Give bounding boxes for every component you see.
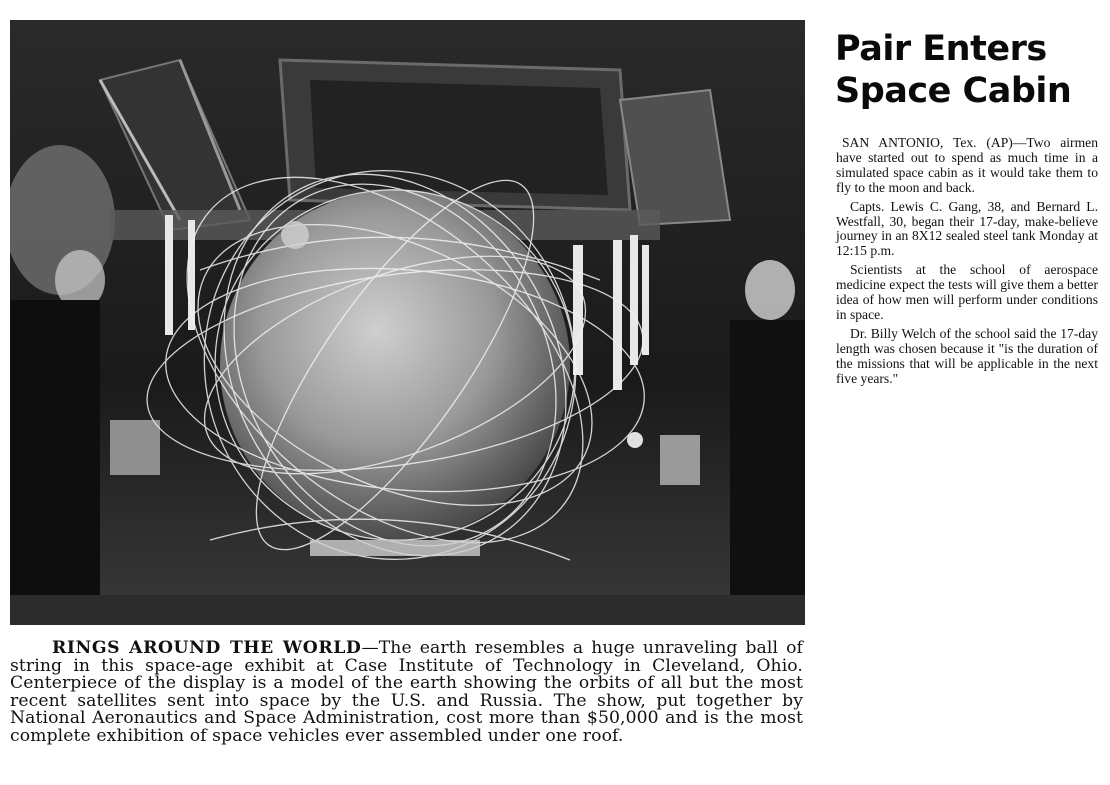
- caption-lead: RINGS AROUND THE WORLD: [52, 638, 362, 658]
- exhibit-photo: [10, 20, 805, 625]
- article-paragraph: Capts. Lewis C. Gang, 38, and Bernard L. Westfall, 30, began their 17-day, make-believe journey in an 8X12 sealed steel tank Monday at 12:15 p.m.: [836, 198, 1098, 259]
- photo-caption: [10, 640, 803, 746]
- globe-with-orbits-photo: [10, 20, 805, 625]
- article-body: [836, 136, 1098, 391]
- caption-body: —The earth resembles a huge unraveling ball of string in this space-age exhibit at Case Institute of Technology in Cleveland, Ohio. Centerpiece of the display is a model of the earth showing the orbits of all but the most recent satellites sent into space by the U.S. and Russia. The show, put together by National Aeronautics and Space Administration, cost more than $50,000 and is the most complete exhibition of space vehicles ever assembled under one roof.: [10, 638, 804, 746]
- article-headline: Pair Enters Space Cabin: [835, 29, 1072, 111]
- article-paragraph: SAN ANTONIO, Tex. (AP)—Two airmen have started out to spend as much time in a simulated space cabin as it would take them to fly to the moon and back.: [836, 135, 1098, 195]
- article-paragraph: Scientists at the school of aerospace medicine expect the tests will give them a better idea of how men will perform under conditions in space.: [836, 262, 1098, 322]
- article-paragraph: Dr. Billy Welch of the school said the 17-day length was chosen because it "is the duration of the missions that will be applicable in the next five years.": [836, 325, 1098, 386]
